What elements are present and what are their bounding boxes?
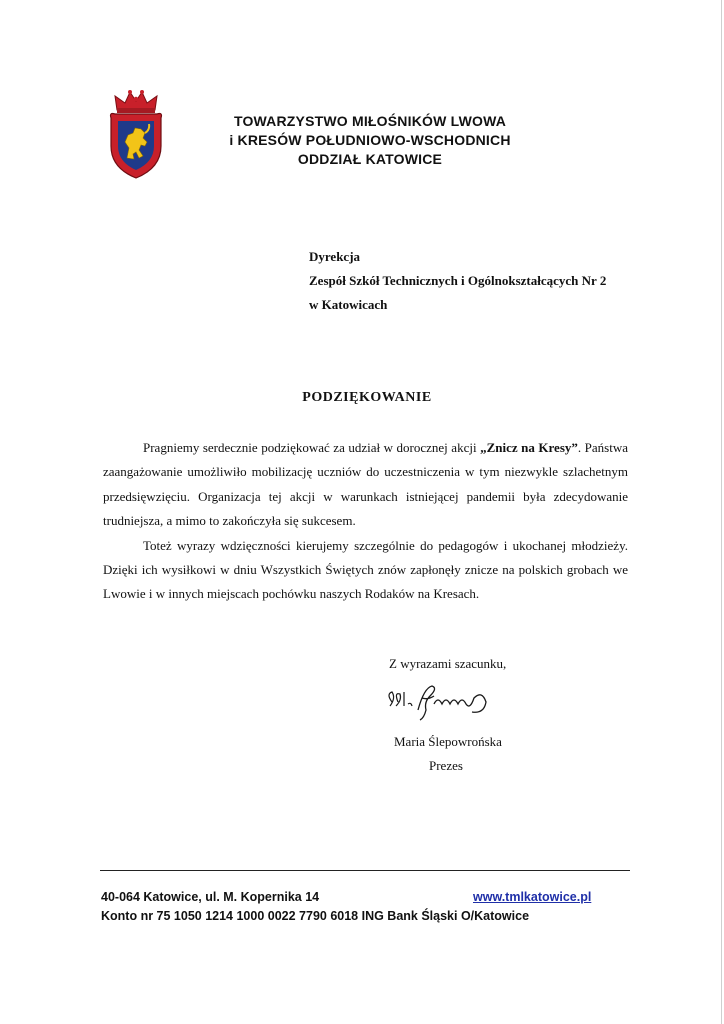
website-link[interactable]: www.tmlkatowice.pl (473, 890, 592, 904)
organization-region: i KRESÓW POŁUDNIOWO-WSCHODNICH (229, 132, 511, 148)
handwritten-signature (378, 680, 502, 724)
closing-salutation: Z wyrazami szacunku, (389, 656, 507, 671)
footer-bank-account: Konto nr 75 1050 1214 1000 0022 7790 6018 ING Bank Śląski O/Katowice (101, 909, 530, 923)
letter-body (103, 436, 628, 607)
addressee-line-2: Zespół Szkół Technicznych i Ogólnokształcących Nr 2 (309, 273, 607, 288)
document-title: PODZIĘKOWANIE (302, 390, 432, 405)
scan-edge (721, 0, 722, 1024)
organization-branch: ODDZIAŁ KATOWICE (297, 151, 443, 167)
campaign-name: „Znicz na Kresy” (480, 440, 578, 455)
footer-address: 40-064 Katowice, ul. M. Kopernika 14 (101, 890, 320, 904)
signatory-role: Prezes (429, 758, 463, 773)
paragraph-1-intro: Pragniemy serdecznie podziękować za udział w dorocznej akcji (143, 440, 481, 455)
addressee-line-1: Dyrekcja (309, 249, 361, 264)
paragraph-1-rest: . Państwa zaangażowanie umożliwiło mobilizację uczniów do uczestniczenia w tym niezwykle szlachetnym przedsięwzięciu. Organizacja tej akcji w warunkach istniejącej pandemii była zdecydowanie trudniejsza, a mimo to zakończyła się sukcesem. (103, 440, 628, 529)
paragraph-2: Toteż wyrazy wdzięczności kierujemy szczególnie do pedagogów i ukochanej młodzieży. Dzięki ich wysiłkowi w dniu Wszystkich Świętych znów zapłonęły znicze na polskich grobach we Lwowie i w innych miejscach pochówku naszych Rodaków na Kresach. (103, 537, 628, 602)
paragraph-1 (103, 436, 628, 534)
organization-name: TOWARZYSTWO MIŁOŚNIKÓW LWOWA (233, 113, 507, 129)
footer-divider (100, 870, 630, 871)
signatory-name: Maria Ślepowrońska (394, 734, 502, 749)
coat-of-arms-icon (103, 88, 169, 180)
addressee-line-3: w Katowicach (309, 297, 388, 312)
